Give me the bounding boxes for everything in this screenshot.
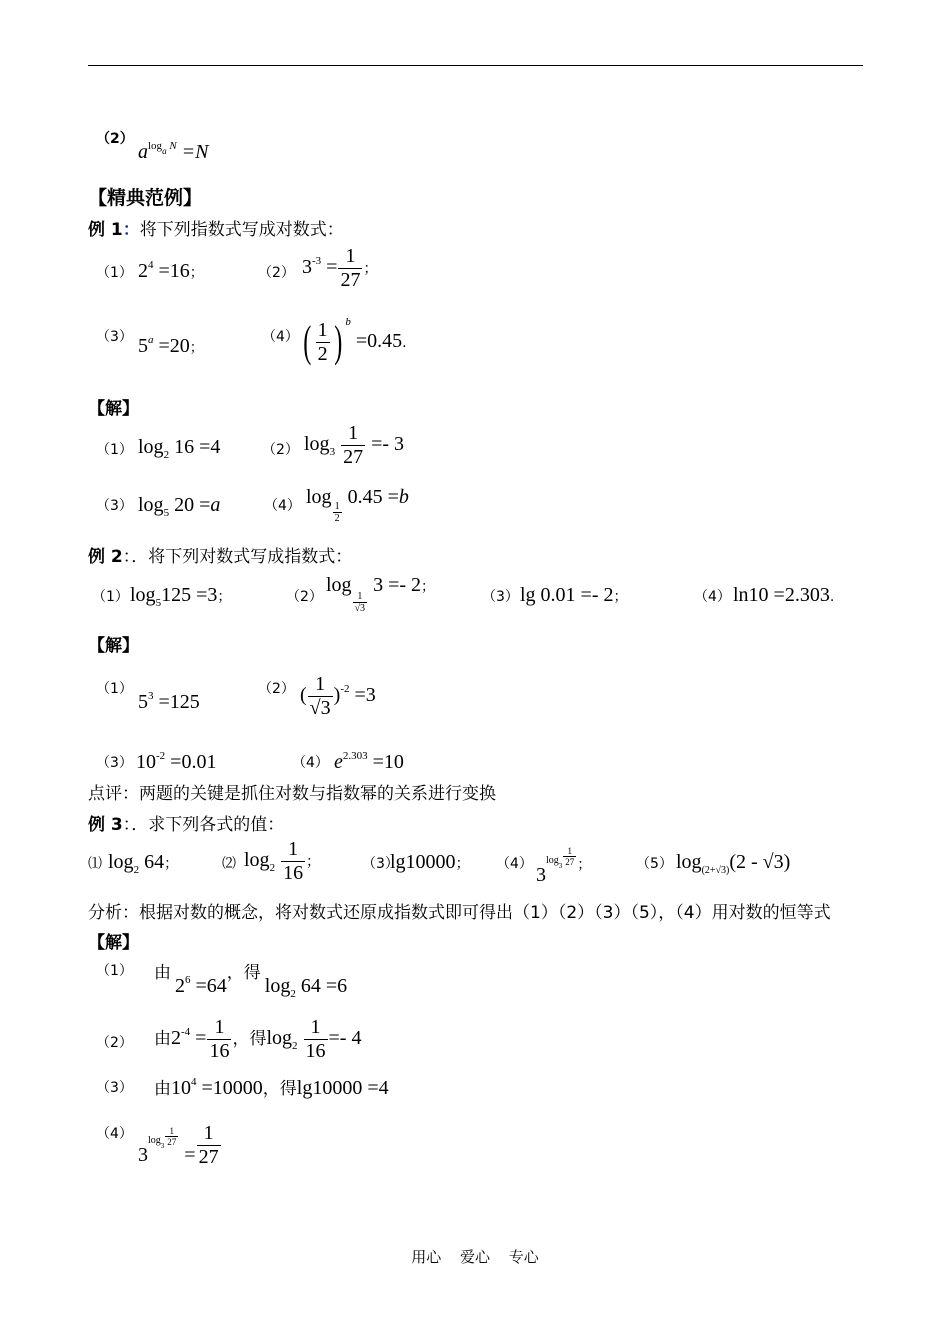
ex3-item2-expr: $\log_2$ $\frac{1}{16}$ ； xyxy=(244,838,321,884)
ex2-item4-number: （4） xyxy=(694,589,731,605)
sol2-item4-expr: $e^{2.303} =10$ xyxy=(334,750,404,773)
ex3-item3-number: （3） xyxy=(362,856,399,872)
sol2-item1-number: （1） xyxy=(96,681,133,697)
analysis-text: 分析：根据对数的概念，将对数式还原成指数式即可得出（1）（2）（3）（5），（4）用对数的恒等式 xyxy=(88,903,831,923)
ex1-item2-expr: $3^{-3}$ = $\frac{1}{27}$ ； xyxy=(302,245,378,291)
ex1-item3-expr: 5$^a$ =20； xyxy=(138,334,204,357)
sol3-item1-expr: 由 $2^6 =64$，得 $\log_2 64 =6$ xyxy=(154,963,348,1000)
sol1-item4-expr: log $\frac{1}{2}$ 0.45 =b xyxy=(306,486,409,524)
sol1-item2-expr: $\log_3$ $\frac{1}{27}$ =- 3 xyxy=(304,422,405,468)
sol1-item2-number: （2） xyxy=(262,442,299,458)
intro-number: （2） xyxy=(96,131,134,147)
header-rule xyxy=(88,65,863,66)
comment-text: 点评：两题的关键是抓住对数与指数幂的关系进行变换 xyxy=(88,784,496,804)
section-title: 【精典范例】 xyxy=(88,187,203,209)
ex3-item4-number: （4） xyxy=(496,856,533,872)
ex1-item2-number: （2） xyxy=(258,265,295,281)
ex1-item4-expr: ( $\frac{1}{2}$ ) $^b$ =0.45. xyxy=(303,316,407,367)
sol3-item3-expr: 由$10^4 =10000$，得lg10000 =4 xyxy=(154,1076,389,1099)
sol2-item4-number: （4） xyxy=(292,755,329,771)
ex3-item2-number: ⑵ xyxy=(222,856,236,872)
ex2-item1-expr: $\log_5125 =3$； xyxy=(130,584,232,609)
sol1-item4-number: （4） xyxy=(264,498,301,514)
sol3-item1-number: （1） xyxy=(96,963,133,979)
sol2-item3-expr: $10^{-2} =0.01$ xyxy=(136,750,217,773)
ex3-item1-expr: $\log_2 64$； xyxy=(108,851,179,876)
sol2-item2-expr: ( $\frac{1}{√3}$ )$^{-2}$ =3 xyxy=(300,673,376,719)
sol2-item1-expr: $5^3 =125$ xyxy=(138,690,200,713)
sol3-item2-expr: 由$2^{-4}$ = $\frac{1}{16}$ ，得$\log_2$ $\frac{1}{16}$ =- 4 xyxy=(154,1016,362,1062)
page-footer: 用心 爱心 专心 xyxy=(411,1248,539,1266)
sol3-item4-number: （4） xyxy=(96,1126,133,1142)
ex3-item1-number: ⑴ xyxy=(88,856,102,872)
ex2-item2-number: （2） xyxy=(286,589,323,605)
ex1-item1-number: （1） xyxy=(96,265,133,281)
sol1-item3-number: （3） xyxy=(96,498,133,514)
solution-3-label: 【解】 xyxy=(88,933,139,953)
example-3-heading: 例 3：．求下列各式的值： xyxy=(88,815,285,835)
sol3-item3-number: （3） xyxy=(96,1080,133,1096)
sol3-item4-expr: $3^{log_3}$ $\frac{1}{27}$ = $\frac{1}{27}$ xyxy=(138,1122,219,1168)
sol2-item3-number: （3） xyxy=(96,755,133,771)
ex3-item5-number: （5） xyxy=(636,856,673,872)
sol2-item2-number: （2） xyxy=(258,681,295,697)
ex3-item3-expr: lg10000； xyxy=(390,851,470,873)
ex1-item3-number: （3） xyxy=(96,329,133,345)
example-2-heading: 例 2：．将下列对数式写成指数式： xyxy=(88,547,353,567)
ex2-item2-expr: log $\frac{1}{√3}$ 3 =- 2； xyxy=(326,574,436,614)
ex1-item1-expr: $2^4 =16$； xyxy=(138,259,204,282)
sol1-item3-expr: $\log_5 20 =a$ xyxy=(138,494,221,519)
ex1-item4-number: （4） xyxy=(262,329,299,345)
sol1-item1-number: （1） xyxy=(96,442,133,458)
solution-2-label: 【解】 xyxy=(88,636,139,656)
example-1-heading: 例 1：将下列指数式写成对数式： xyxy=(88,220,344,240)
intro-identity: $a^{log_a N} =N$ xyxy=(138,140,209,163)
ex2-item4-expr: ln10 =2.303. xyxy=(733,584,835,606)
ex2-item3-number: （3） xyxy=(482,589,519,605)
sol1-item1-expr: $\log_2 16 =4$ xyxy=(138,436,221,461)
ex3-item5-expr: $\log_{(2+√3)}(2 - √3)$ xyxy=(676,851,791,876)
solution-1-label: 【解】 xyxy=(88,399,139,419)
ex2-item1-number: （1） xyxy=(92,589,129,605)
ex3-item4-expr: $3^{log_3}$ $\frac{1}{27}$ ； xyxy=(536,846,592,886)
sol3-item2-number: （2） xyxy=(96,1035,133,1051)
ex2-item3-expr: lg 0.01 =- 2； xyxy=(520,584,628,606)
